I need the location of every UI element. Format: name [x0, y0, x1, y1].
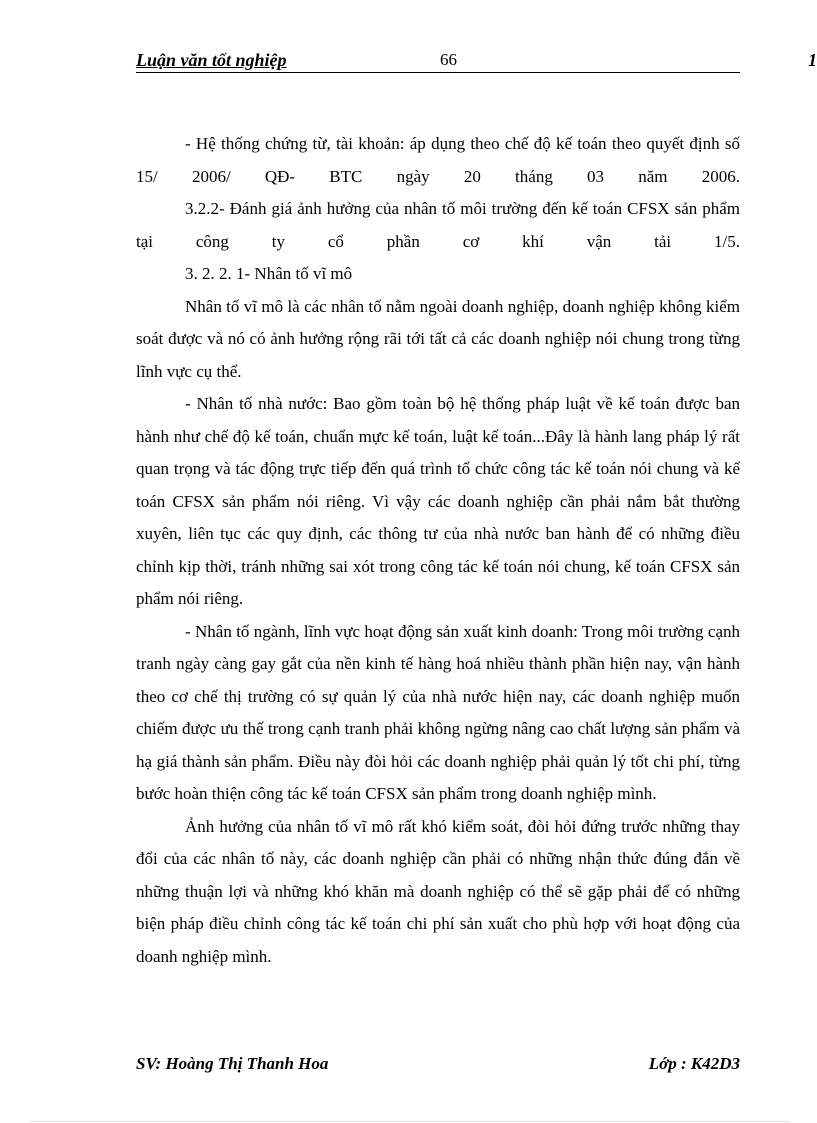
- paragraph-industry-factor: - Nhân tố ngành, lĩnh vực hoạt động sản xuất kinh doanh: Trong môi trường cạnh tranh ngày càng gay gắt của nền kinh tế hàng hoá nhiều thành phần hiện nay, vận hành theo cơ chế thị trường có sự quản lý của nhà nước hiện nay, các doanh nghiệp muốn chiếm được ưu thế trong cạnh tranh phải không ngừng nâng cao chất lượng sản phẩm và hạ giá thành sản phẩm. Điều này đòi hỏi các doanh nghiệp phải quản lý tốt chi phí, từng bước hoàn thiện công tác kế toán CFSX sản phẩm trong doanh nghiệp mình.: [136, 621, 740, 803]
- page-footer: [136, 1054, 740, 1078]
- student-name: SV: Hoàng Thị Thanh Hoa: [136, 1054, 329, 1073]
- paragraph-macro-impact: Ảnh hưởng của nhân tố vĩ mô rất khó kiểm soát, đòi hỏi đứng trước những thay đổi của các nhân tố này, các doanh nghiệp cần phải có những nhận thức đúng đắn về những thuận lợi và những khó khăn mà doanh nghiệp có thể sẽ gặp phải để có những biện pháp điều chỉnh công tác kế toán chi phí sản xuất cho phù hợp với hoạt động của doanh nghiệp mình.: [136, 816, 740, 966]
- paragraph-accounting-system: - Hệ thống chứng từ, tài khoản: áp dụng theo chế độ kế toán theo quyết định số 15/ 2006/ QĐ- BTC ngày 20 tháng 03 năm 2006.: [136, 134, 740, 186]
- subsection-heading-3-2-2-1: 3. 2. 2. 1- Nhân tố vĩ mô: [185, 264, 353, 283]
- section-heading-3-2-2: 3.2.2- Đánh giá ảnh hưởng của nhân tố môi trường đến kế toán CFSX sản phẩm tại công ty cổ phần cơ khí vận tải 1/5.: [136, 199, 740, 251]
- header-cut-text: 1: [808, 50, 817, 70]
- page-header: [136, 50, 740, 73]
- page-number: 66: [440, 50, 457, 69]
- class-code: Lớp : K42D3: [648, 1054, 740, 1073]
- page-bottom-divider: [30, 1121, 790, 1122]
- paragraph-macro-factors: Nhân tố vĩ mô là các nhân tố nằm ngoài doanh nghiệp, doanh nghiệp không kiểm soát được và nó có ảnh hưởng rộng rãi tới tất cả các doanh nghiệp nói chung trong từng lĩnh vực cụ thể.: [136, 296, 740, 381]
- paragraph-state-factor: - Nhân tố nhà nước: Bao gồm toàn bộ hệ thống pháp luật về kế toán được ban hành như chế độ kế toán, chuẩn mực kế toán, luật kế toán...Đây là hành lang pháp lý rất quan trọng và tác động trực tiếp đến quá trình tổ chức công tác kế toán nói chung và kế toán CFSX sản phẩm nói riêng. Vì vậy các doanh nghiệp cần phải nắm bắt thường xuyên, liên tục các quy định, các thông tư của nhà nước ban hành để có những điều chỉnh kịp thời, tránh những sai xót trong công tác kế toán nói chung, kế toán CFSX sản phẩm nói riêng.: [136, 394, 740, 608]
- body-text: [136, 128, 740, 973]
- document-title: Luận văn tốt nghiệp: [136, 50, 287, 70]
